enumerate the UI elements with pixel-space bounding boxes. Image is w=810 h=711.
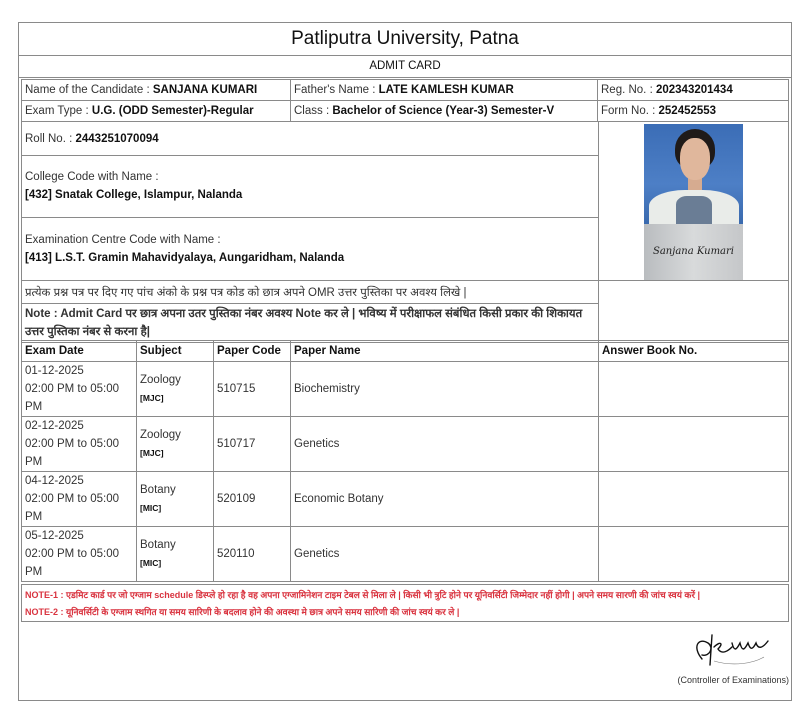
- roll-no: 2443251070094: [75, 132, 159, 145]
- col-subject: Subject: [137, 341, 214, 362]
- college-name: [432] Snatak College, Islampur, Nalanda: [25, 189, 243, 202]
- subject-cell: [137, 527, 214, 582]
- exam-date: 04-12-2025: [25, 475, 84, 487]
- footnotes: [21, 584, 789, 622]
- exam-type-cell: [22, 101, 291, 122]
- col-paper-code: Paper Code: [214, 341, 291, 362]
- form-no-cell: [598, 101, 789, 122]
- university-title: Patliputra University, Patna: [19, 23, 791, 56]
- omr-instruction: प्रत्येक प्रश्न पत्र पर दिए गए पांच अंको के प्रश्न पत्र कोड को छात्र अपने OMR उत्तर पुस्तिका पर अवश्य लिखे |: [22, 281, 599, 304]
- father-name: LATE KAMLESH KUMAR: [378, 84, 514, 96]
- candidate-name-label: Name of the Candidate :: [25, 84, 153, 96]
- admit-card: [18, 22, 792, 701]
- subject-tag: [MIC]: [140, 503, 162, 513]
- reg-no-label: Reg. No. :: [601, 84, 656, 96]
- answer-book-no: [599, 417, 789, 472]
- col-answer-book: Answer Book No.: [599, 341, 789, 362]
- col-paper-name: Paper Name: [291, 341, 599, 362]
- form-no-label: Form No. :: [601, 105, 659, 117]
- paper-name: Genetics: [291, 527, 599, 582]
- exam-date: 05-12-2025: [25, 530, 84, 542]
- centre-name: [413] L.S.T. Gramin Mahavidyalaya, Aungaridham, Nalanda: [25, 251, 345, 264]
- centre-cell: [22, 217, 599, 280]
- candidate-photo: [644, 124, 743, 224]
- footnote-2: NOTE-2 : यूनिवर्सिटी के एग्जाम स्थगित या समय सारिणी के बदलाव होने की अवस्था मे छात्र अपने समय सारिणी की जांच स्वयं कर ले |: [25, 607, 460, 617]
- schedule-header-row: [22, 341, 789, 362]
- controller-title: (Controller of Examinations): [677, 675, 789, 685]
- footnote-1: NOTE-1 : एडमिट कार्ड पर जो एग्जाम schedule डिस्प्ले हो रहा है वह अपना एग्जामिनेशन टाइम टेबल से मिला ले | किसी भी त्रुटि होने पर यूनिवर्सिटी जिम्मेदार नहीं होगी | अपने समय सारणी की जांच स्वयं करें |: [25, 590, 701, 600]
- paper-name: Biochemistry: [291, 362, 599, 417]
- paper-name: Economic Botany: [291, 472, 599, 527]
- class-cell: [291, 101, 598, 122]
- subject-cell: [137, 417, 214, 472]
- photo-cell: [599, 122, 789, 281]
- exam-date-cell: [22, 417, 137, 472]
- candidate-name: SANJANA KUMARI: [152, 84, 258, 96]
- table-row: [22, 362, 789, 417]
- subject: Zoology: [140, 429, 181, 441]
- exam-date-cell: [22, 472, 137, 527]
- exam-type: U.G. (ODD Semester)-Regular: [91, 105, 254, 117]
- paper-code: 520109: [214, 472, 291, 527]
- answer-book-note: Note : Admit Card पर छात्र अपना उतर पुस्तिका नंबर अवश्य Note कर ले | भविष्य में परीक्षाफल संबंधित किसी प्रकार की शिकायत उत्तर पुस्तिका नंबर से करना है|: [22, 304, 599, 343]
- father-name-label: Father's Name :: [294, 84, 379, 96]
- class-label: Class :: [294, 105, 333, 117]
- candidate-signature: Sanjana Kumari: [644, 224, 743, 280]
- controller-signature: [684, 629, 779, 669]
- answer-book-no: [599, 362, 789, 417]
- exam-date-cell: [22, 527, 137, 582]
- table-row: [22, 472, 789, 527]
- table-row: [22, 417, 789, 472]
- exam-date: 01-12-2025: [25, 365, 84, 377]
- college-label: College Code with Name :: [25, 171, 159, 184]
- exam-date: 02-12-2025: [25, 420, 84, 432]
- paper-code: 520110: [214, 527, 291, 582]
- answer-book-no: [599, 472, 789, 527]
- candidate-info-table: [21, 79, 789, 122]
- subject: Botany: [140, 484, 176, 496]
- exam-time: 02:00 PM to 05:00 PM: [25, 548, 119, 578]
- subject-cell: [137, 362, 214, 417]
- blank-note-cell: [599, 281, 789, 343]
- exam-schedule-table: [21, 340, 789, 582]
- subject: Botany: [140, 539, 176, 551]
- college-cell: [22, 156, 599, 217]
- centre-label: Examination Centre Code with Name :: [25, 233, 221, 246]
- subject-tag: [MIC]: [140, 558, 162, 568]
- paper-code: 510717: [214, 417, 291, 472]
- document-title: ADMIT CARD: [19, 56, 791, 78]
- exam-time: 02:00 PM to 05:00 PM: [25, 383, 119, 413]
- form-no: 252452553: [658, 105, 717, 117]
- exam-time: 02:00 PM to 05:00 PM: [25, 493, 119, 523]
- exam-time: 02:00 PM to 05:00 PM: [25, 438, 119, 468]
- subject: Zoology: [140, 374, 181, 386]
- subject-tag: [MJC]: [140, 448, 164, 458]
- col-exam-date: Exam Date: [22, 341, 137, 362]
- details-table: [21, 121, 789, 343]
- candidate-name-cell: [22, 80, 291, 101]
- exam-date-cell: [22, 362, 137, 417]
- roll-no-cell: [22, 122, 599, 156]
- exam-type-label: Exam Type :: [25, 105, 92, 117]
- table-row: [22, 527, 789, 582]
- paper-name: Genetics: [291, 417, 599, 472]
- father-name-cell: [291, 80, 598, 101]
- answer-book-no: [599, 527, 789, 582]
- subject-cell: [137, 472, 214, 527]
- paper-code: 510715: [214, 362, 291, 417]
- reg-no-cell: [598, 80, 789, 101]
- subject-tag: [MJC]: [140, 393, 164, 403]
- reg-no: 202343201434: [655, 84, 733, 96]
- roll-no-label: Roll No. :: [25, 132, 76, 145]
- class-value: Bachelor of Science (Year-3) Semester-V: [332, 105, 555, 117]
